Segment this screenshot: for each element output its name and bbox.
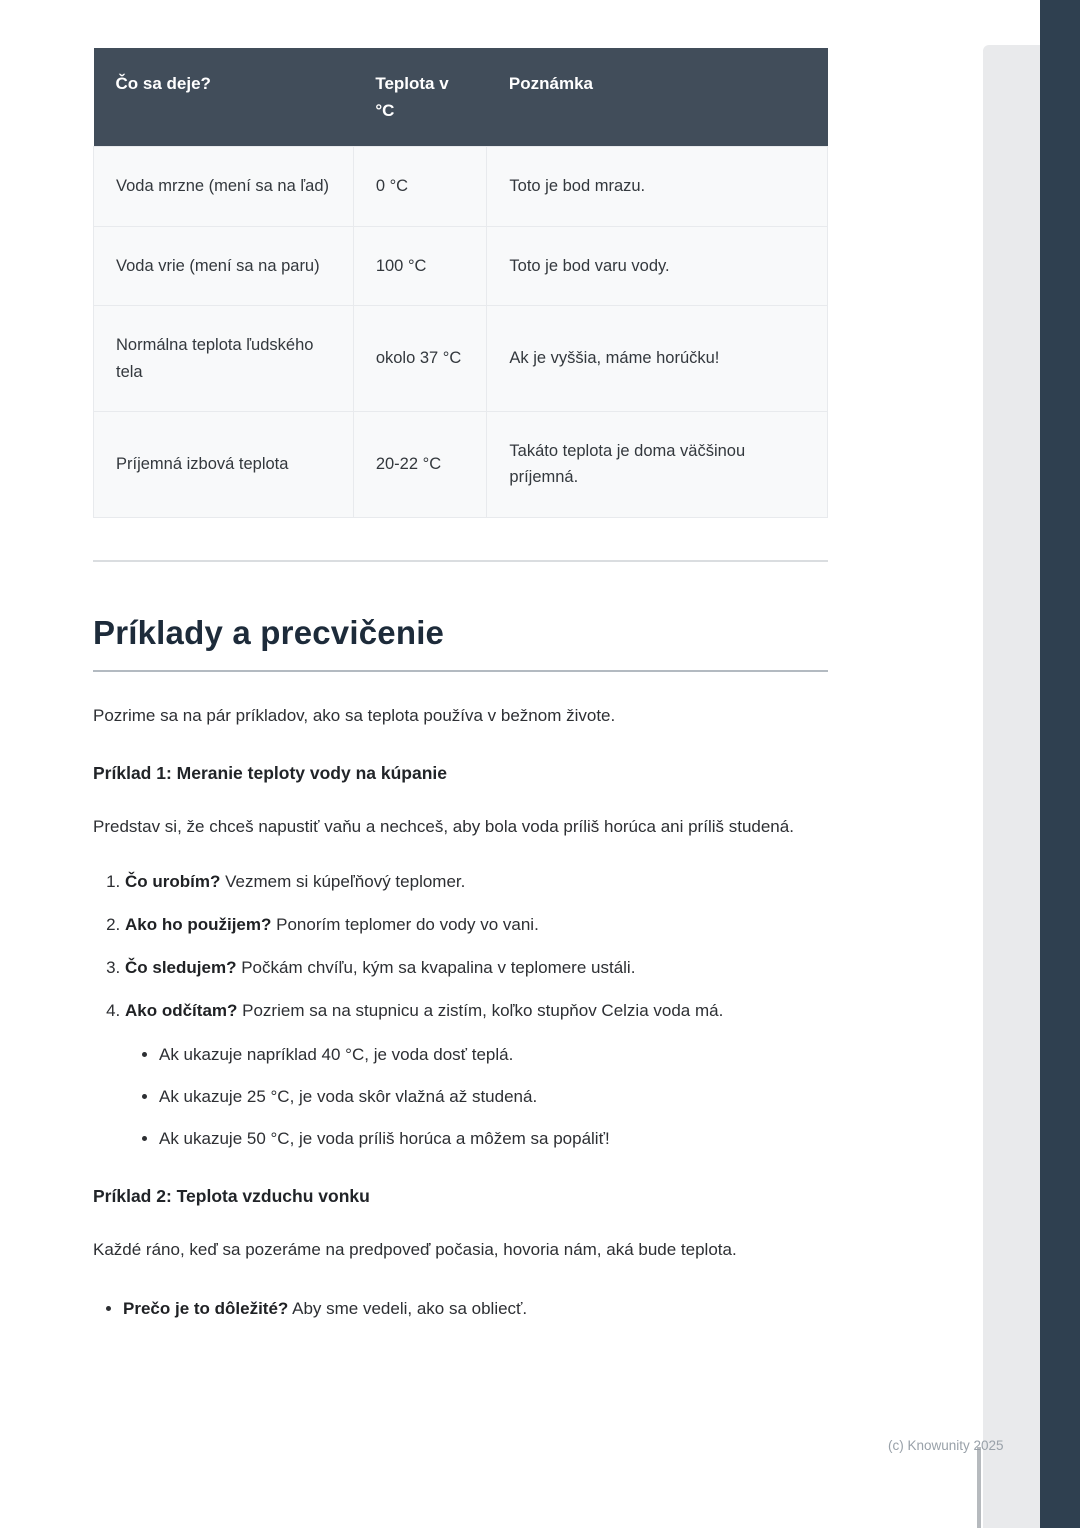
right-sidebar-bar — [1040, 0, 1080, 1528]
scrollbar-thumb[interactable] — [977, 1447, 981, 1528]
table-row — [94, 411, 828, 517]
example1-heading: Príklad 1: Meranie teploty vody na kúpanie — [93, 762, 447, 783]
example1-sub-bullets — [125, 1041, 828, 1153]
table-row — [94, 306, 828, 412]
table-header-note: Poznámka — [487, 48, 828, 147]
list-item — [125, 868, 828, 896]
table-cell-note: Takáto teplota je doma väčšinou príjemná. — [487, 411, 828, 517]
list-item — [125, 997, 828, 1153]
example1-paragraph: Predstav si, že chceš napustiť vaňu a nechceš, aby bola voda príliš horúca ani príliš studená. — [93, 816, 794, 836]
step-answer: Pozriem sa na stupnicu a zistím, koľko stupňov Celzia voda má. — [242, 1000, 724, 1020]
list-item — [159, 1041, 828, 1068]
table-row — [94, 147, 828, 226]
page-title: Príklady a precvičenie — [93, 614, 828, 672]
example2-paragraph: Každé ráno, keď sa pozeráme na predpoveď počasia, hovoria nám, aká bude teplota. — [93, 1240, 737, 1260]
table-row — [94, 226, 828, 305]
bullet-question: Prečo je to dôležité? — [123, 1299, 289, 1319]
table-cell-what: Voda vrie (mení sa na paru) — [94, 226, 354, 305]
table-cell-temp: 100 °C — [353, 226, 487, 305]
table-cell-note: Ak je vyššia, máme horúčku! — [487, 306, 828, 412]
step-question: Čo sledujem? — [125, 957, 237, 977]
page-edge-gutter — [983, 45, 1040, 1528]
list-item — [159, 1083, 828, 1110]
table-cell-what: Normálna teplota ľudského tela — [94, 306, 354, 412]
list-item — [125, 911, 828, 939]
table-header-row — [94, 48, 828, 147]
step-question: Ako odčítam? — [125, 1000, 238, 1020]
step-answer: Počkám chvíľu, kým sa kvapalina v teplomere ustáli. — [241, 957, 636, 977]
table-cell-note: Toto je bod varu vody. — [487, 226, 828, 305]
list-item — [123, 1295, 828, 1322]
example2-bullets — [93, 1295, 828, 1322]
table-cell-temp: 0 °C — [353, 147, 487, 226]
sub-bullet-text: Ak ukazuje napríklad 40 °C, je voda dosť teplá. — [159, 1044, 514, 1064]
footer-credit: (c) Knowunity 2025 — [888, 1438, 1004, 1453]
table-cell-what: Príjemná izbová teplota — [94, 411, 354, 517]
step-question: Ako ho použijem? — [125, 914, 272, 934]
document-content — [93, 48, 828, 1322]
table-cell-temp: okolo 37 °C — [353, 306, 487, 412]
sub-bullet-text: Ak ukazuje 50 °C, je voda príliš horúca a môžem sa popáliť! — [159, 1129, 610, 1149]
example1-steps-list — [93, 868, 828, 1153]
intro-paragraph: Pozrime sa na pár príkladov, ako sa teplota používa v bežnom živote. — [93, 705, 616, 725]
step-answer: Vezmem si kúpeľňový teplomer. — [225, 871, 466, 891]
table-cell-temp: 20-22 °C — [353, 411, 487, 517]
section-divider — [93, 560, 828, 562]
table-header-temp: Teplota v °C — [353, 48, 487, 147]
example2-heading: Príklad 2: Teplota vzduchu vonku — [93, 1186, 370, 1207]
table-cell-what: Voda mrzne (mení sa na ľad) — [94, 147, 354, 226]
step-answer: Ponorím teplomer do vody vo vani. — [276, 914, 539, 934]
temperature-table — [93, 48, 828, 518]
sub-bullet-text: Ak ukazuje 25 °C, je voda skôr vlažná až studená. — [159, 1087, 538, 1107]
bullet-answer: Aby sme vedeli, ako sa obliecť. — [292, 1299, 528, 1319]
table-cell-note: Toto je bod mrazu. — [487, 147, 828, 226]
table-header-what: Čo sa deje? — [94, 48, 354, 147]
step-question: Čo urobím? — [125, 871, 221, 891]
list-item — [159, 1125, 828, 1152]
list-item — [125, 954, 828, 982]
